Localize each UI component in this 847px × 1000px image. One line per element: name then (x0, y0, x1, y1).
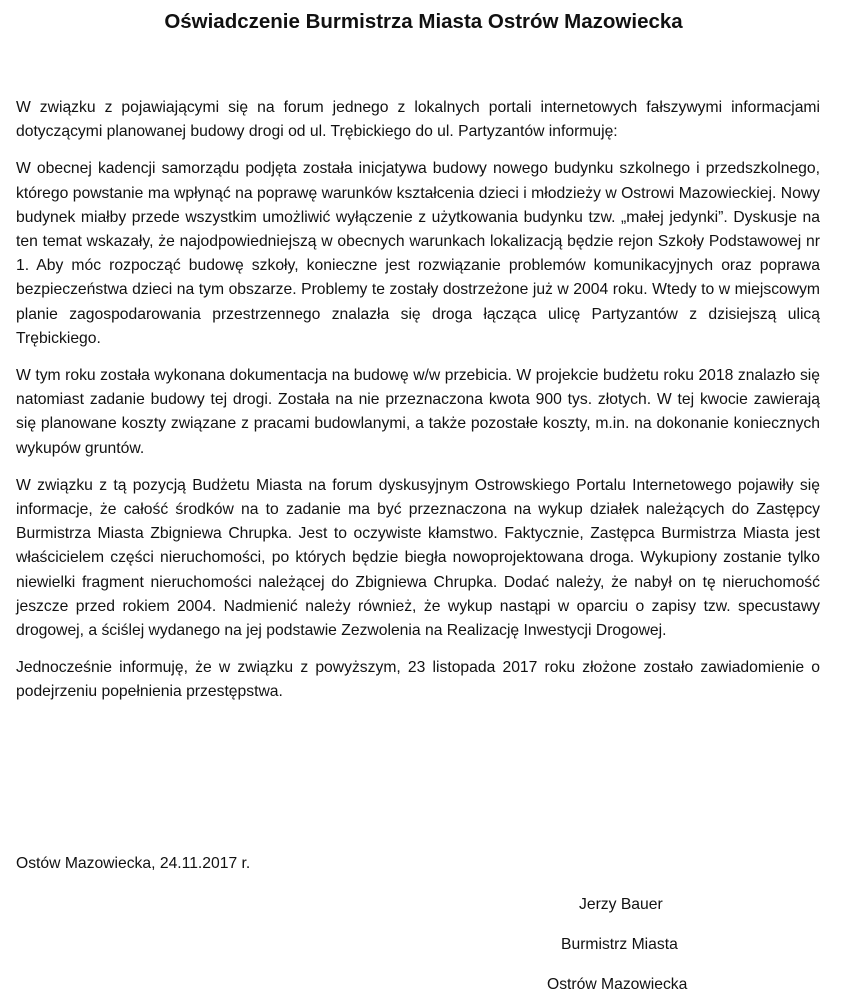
document-body (16, 96, 820, 718)
paragraph-budget: W tym roku została wykonana dokumentacja na budowę w/w przebicia. W projekcie budżetu roku 2018 znalazło się natomiast zadanie budowy tej drogi. Została na nie przeznaczona kwota 900 tys. złotych. W tej kwocie zawierają się planowane koszty związane z pracami budowlanymi, a także pozostałe koszty, m.in. na dokonanie koniecznych wykupów gruntów. (16, 367, 820, 457)
paragraph-forum-claims: W związku z tą pozycją Budżetu Miasta na forum dyskusyjnym Ostrowskiego Portalu Internetowego pojawiły się informacje, że całość środków na to zadanie ma być przeznaczona na wykup działek należących do Zastępcy Burmistrza Miasta Zbigniewa Chrupka. Jest to oczywiste kłamstwo. Faktycznie, Zastępca Burmistrza Miasta jest właścicielem części nieruchomości, po których będzie biegła nowoprojektowana droga. Wykupiony zostanie tylko niewielki fragment nieruchomości należącej do Zbigniewa Chrupka. Dodać należy, że nabył on tę nieruchomość jeszcze przed rokiem 2004. Nadmienić należy również, że wykup nastąpi w oparciu o zapisy tzw. specustawy drogowej, a ściślej wydanego na jej podstawie Zezwolenia na Realizację Inwestycji Drogowej. (16, 476, 820, 640)
document-title: Oświadczenie Burmistrza Miasta Ostrów Mazowiecka (164, 10, 683, 33)
signature-name: Jerzy Bauer (579, 896, 663, 913)
signature-role: Burmistrz Miasta (561, 936, 678, 953)
paragraph-notification: Jednocześnie informuję, że w związku z powyższym, 23 listopada 2017 roku złożone zostało zawiadomienie o podejrzeniu popełnienia przestępstwa. (16, 659, 820, 701)
signature-city: Ostrów Mazowiecka (547, 976, 688, 993)
paragraph-school-initiative: W obecnej kadencji samorządu podjęta została inicjatywa budowy nowego budynku szkolnego i przedszkolnego, którego powstanie ma wpłynąć na poprawę warunków kształcenia dzieci i młodzieży w Ostrowi Mazowieckiej. Nowy budynek miałby przede wszystkim umożliwić wyłączenie z użytkowania budynku tzw. „małej jedynki”. Dyskusje na ten temat wskazały, że najodpowiedniejszą w obecnych warunkach lokalizacją będzie rejon Szkoły Podstawowej nr 1. Aby móc rozpocząć budowę szkoły, konieczne jest rozwiązanie problemów komunikacyjnych oraz poprawa bezpieczeństwa dzieci na tym obszarze. Problemy te zostały dostrzeżone już w 2004 roku. Wtedy to w miejscowym planie zagospodarowania przestrzennego znalazła się droga łącząca ulicę Partyzantów z dzisiejszą ulicą Trębickiego. (16, 160, 820, 347)
place-and-date: Ostów Mazowiecka, 24.11.2017 r. (16, 855, 251, 872)
paragraph-intro: W związku z pojawiającymi się na forum jednego z lokalnych portali internetowych fałszywymi informacjami dotyczącymi planowanej budowy drogi od ul. Trębickiego do ul. Partyzantów informuję: (16, 99, 820, 141)
